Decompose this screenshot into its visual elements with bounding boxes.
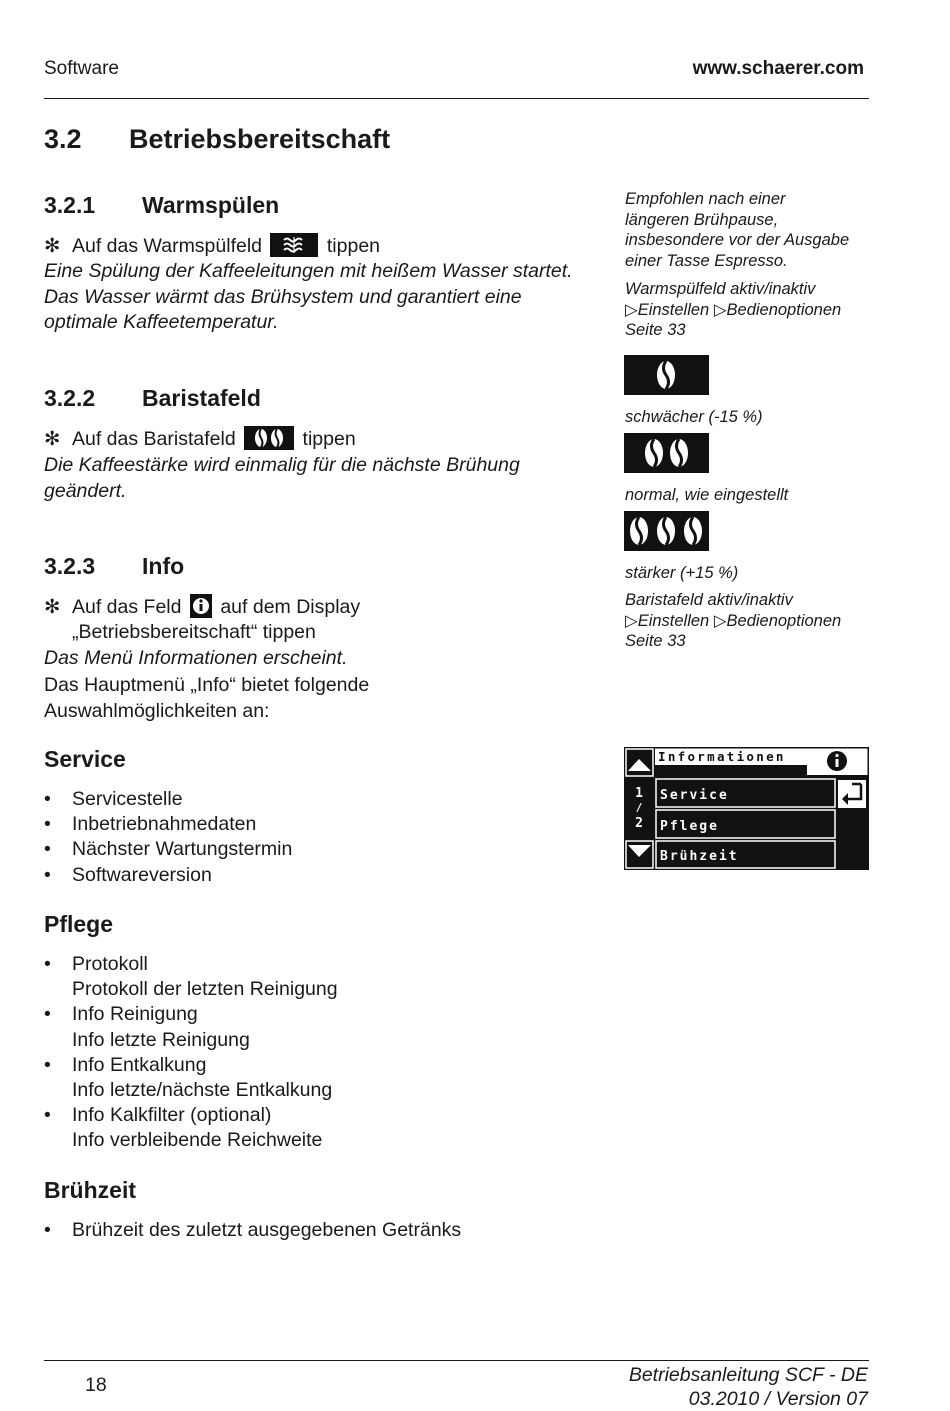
subsection-warmspuelen-title <box>44 192 279 219</box>
list-item <box>44 1053 338 1103</box>
side-note-line: ▷Einstellen ▷Bedienoptionen <box>625 611 842 630</box>
bruehzeit-heading: Brühzeit <box>44 1177 136 1203</box>
list-item-sub: Info letzte/nächste Entkalkung <box>72 1079 333 1102</box>
list-item: • Brühzeit des zuletzt ausgegebenen Getränks <box>44 1218 461 1243</box>
display-menu-item-label: Pflege <box>660 819 719 834</box>
header-section-label: Software <box>44 58 119 79</box>
step-text: Auf das Feld <box>72 596 182 618</box>
side-note-recommendation <box>625 189 849 271</box>
subsection-baristafeld-title <box>44 385 261 412</box>
header-website: www.schaerer.com <box>692 58 864 79</box>
list-item: • Softwareversion <box>44 863 292 888</box>
step-marker-icon: ✻ <box>44 596 61 618</box>
service-heading: Service <box>44 746 126 772</box>
page-indicator-total: 2 <box>635 816 643 831</box>
info-text: Das Hauptmenü „Info“ bietet folgende Auswahlmöglichkeiten an: <box>44 674 370 722</box>
list-item-label: Info Kalkfilter (optional) <box>72 1104 272 1127</box>
list-item-label: Protokoll <box>72 953 148 975</box>
step-baristafeld <box>44 426 356 453</box>
list-item-sub: Info verbleibende Reichweite <box>72 1129 323 1152</box>
footer-doc-version: 03.2010 / Version 07 <box>688 1388 868 1410</box>
list-item: • Nächster Wartungstermin <box>44 837 292 862</box>
section-title-text: Betriebsbereitschaft <box>129 124 391 154</box>
list-item-sub: Info letzte Reinigung <box>72 1028 250 1051</box>
page-indicator-current: 1 <box>635 786 643 801</box>
side-note-barista-setting <box>625 590 841 652</box>
barista-normal-icon <box>624 433 709 473</box>
subsection-number: 3.2.3 <box>44 553 96 579</box>
footer-doc-title: Betriebsanleitung SCF - DE <box>628 1364 868 1386</box>
side-note-line: Warmspülfeld aktiv/inaktiv <box>625 280 816 298</box>
step-text: Auf das Baristafeld <box>72 428 236 450</box>
list-item-sub: Protokoll der letzten Reinigung <box>72 978 338 1001</box>
step-warmspuelen <box>44 233 380 260</box>
baristafeld-result: Die Kaffeestärke wird einmalig für die nächste Brühung geändert. <box>44 454 520 502</box>
step-text-end: tippen <box>326 235 381 257</box>
barista-strong-icon <box>624 511 709 551</box>
barista-weak-icon <box>624 355 709 395</box>
subsection-number: 3.2.2 <box>44 385 96 411</box>
side-note-line: einer Tasse Espresso. <box>625 251 788 270</box>
label-normal: normal, wie eingestellt <box>625 486 789 504</box>
step-marker-icon: ✻ <box>44 235 61 257</box>
side-note-line: Seite 33 <box>625 321 686 339</box>
side-note-line: ▷Einstellen ▷Bedienoptionen <box>625 300 842 319</box>
side-note-line: Empfohlen nach einer <box>625 190 786 208</box>
subsection-number: 3.2.1 <box>44 192 96 218</box>
side-note-warmspuelen-setting <box>625 279 841 341</box>
side-note-line: längeren Brühpause, <box>625 210 779 229</box>
page-indicator-separator: / <box>635 801 643 814</box>
subsection-title-text: Baristafeld <box>142 385 261 411</box>
subsection-title-text: Info <box>142 553 185 579</box>
label-weak: schwächer (-15 %) <box>625 408 763 426</box>
side-note-line: insbesondere vor der Ausgabe <box>625 231 850 249</box>
list-item <box>44 952 338 1002</box>
pflege-heading: Pflege <box>44 911 114 937</box>
display-menu-item-label: Service <box>660 788 729 803</box>
list-item-label: Info Reinigung <box>72 1003 198 1026</box>
warm-rinse-icon <box>270 233 318 257</box>
info-result: Das Menü Informationen erscheint. <box>44 647 348 669</box>
list-item <box>44 1002 338 1052</box>
section-number: 3.2 <box>44 124 82 154</box>
subsection-title-text: Warmspülen <box>142 192 280 218</box>
display-title: Informationen <box>658 749 786 764</box>
warmspuelen-result: Eine Spülung der Kaffeeleitungen mit heißem Wasser startet. Das Wasser wärmt das Brühsystem und garantiert eine optimale Kaffeetemperatur. <box>44 260 573 333</box>
barista-icon <box>244 426 294 450</box>
info-icon <box>190 594 212 618</box>
list-item: • Inbetriebnahmedaten <box>44 812 292 837</box>
section-title <box>44 124 390 155</box>
step-info-line2: „Betriebsbereitschaft“ tippen <box>72 621 316 643</box>
step-info <box>44 594 360 621</box>
side-note-line: Seite 33 <box>625 632 686 650</box>
footer-doc-info <box>629 1363 868 1411</box>
side-note-line: Baristafeld aktiv/inaktiv <box>625 591 793 609</box>
footer-divider <box>44 1360 869 1361</box>
pflege-list <box>44 952 338 1154</box>
step-text: Auf das Warmspülfeld <box>72 235 263 257</box>
header-divider <box>44 98 869 99</box>
list-item-label: Info Entkalkung <box>72 1053 207 1076</box>
step-marker-icon: ✻ <box>44 428 61 450</box>
list-item: • Servicestelle <box>44 787 292 812</box>
list-item <box>44 1103 338 1153</box>
bruehzeit-list <box>44 1218 461 1243</box>
step-text-end: auf dem Display <box>220 596 361 618</box>
label-strong: stärker (+15 %) <box>625 564 739 582</box>
info-menu-display <box>624 747 869 870</box>
step-text-end: tippen <box>302 428 356 450</box>
service-list <box>44 787 292 888</box>
display-menu-item-label: Brühzeit <box>660 849 739 864</box>
subsection-info-title <box>44 553 184 580</box>
page-number: 18 <box>85 1374 107 1396</box>
